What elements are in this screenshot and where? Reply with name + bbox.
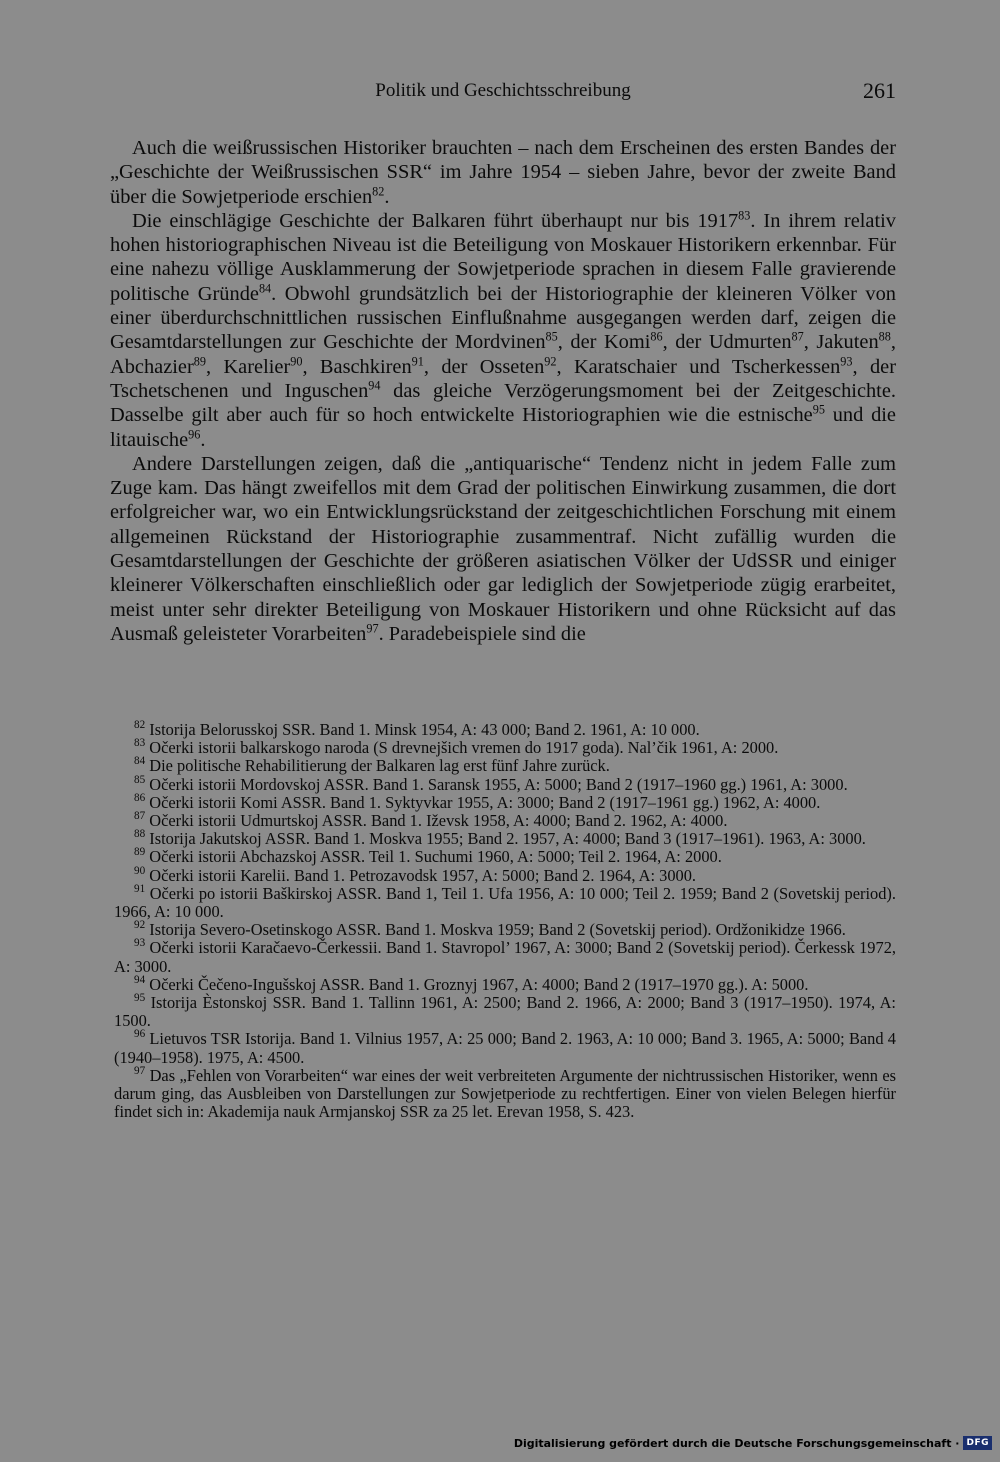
running-head (110, 78, 896, 106)
footnote-reference: 82 (372, 184, 385, 199)
footnote-number: 97 (134, 1064, 146, 1077)
footnote-number: 93 (134, 937, 146, 950)
text-run: . Obwohl grundsätzlich bei der Historiographie der kleineren Völker von einer überdurchschnittlichen russischen Einflußnahme ausgegangen werden darf, zeigen die Gesamtdarstellungen zur Geschichte der Mordvinen (110, 282, 896, 354)
footnote-number: 95 (134, 992, 146, 1005)
body-paragraph (110, 452, 896, 646)
running-title: Politik und Geschichtsschreibung (375, 80, 631, 101)
footnotes (114, 721, 896, 1121)
footnote-text: Istorija Èstonskoj SSR. Band 1. Tallinn 1961, A: 2500; Band 2. 1966, A: 2000; Band 3 (1917–1950). 1974, A: 1500. (114, 993, 896, 1031)
footnote-number: 94 (134, 973, 146, 986)
text-run: . Paradebeispiele sind die (378, 622, 586, 645)
footnote (114, 812, 896, 830)
footnote (114, 1064, 896, 1122)
footnote-text: Očerki istorii Udmurtskoj ASSR. Band 1. Iževsk 1958, A: 4000; Band 2. 1962, A: 4000. (149, 811, 728, 831)
footnote-text: Das „Fehlen von Vorarbeiten“ war eines der weit verbreiteten Argumente der nichtrussischen Historiker, wenn es darum ging, das Ausbleiben von Darstellungen zur Sowjetperiode zu rechtfertigen. Einer von vielen Belegen hierfür findet sich in: Akademija nauk Armjanskoj SSR za 25 let. Erevan 1958, S. 423. (114, 1065, 896, 1122)
footnote-text: Die politische Rehabilitierung der Balkaren lag erst fünf Jahre zurück. (149, 756, 610, 776)
text-run: , Abchazier (110, 331, 897, 378)
footnote (114, 994, 896, 1030)
credit-text: Digitalisierung gefördert durch die Deutsche Forschungsgemeinschaft · (513, 1436, 960, 1450)
footnote (114, 757, 896, 775)
footnote-number: 92 (134, 919, 146, 932)
footnote (114, 939, 896, 975)
footnote-text: Očerki istorii Komi ASSR. Band 1. Syktyvkar 1955, A: 3000; Band 2 (1917–1961 gg.) 1962, A: 4000. (149, 792, 821, 812)
footnote (114, 882, 896, 922)
footnote (114, 864, 896, 885)
footnote-reference: 89 (193, 354, 207, 369)
text-run: das gleiche Verzögerungsmoment bei der Zeitgeschichte. Dasselbe gilt aber auch für so hoch entwickelte Historiographien wie die estnische (110, 379, 896, 427)
text-run: und die litauische (110, 404, 896, 451)
text-run: . (384, 185, 390, 208)
footnote (114, 773, 896, 794)
text-run: . (200, 428, 206, 451)
text-run: , Jakuten (803, 331, 879, 354)
footnote-reference: 84 (258, 281, 272, 296)
footnote (114, 739, 896, 757)
footnote-text: Istorija Jakutskoj ASSR. Band 1. Moskva 1955; Band 2. 1957, A: 4000; Band 3 (1917–1961). 1963, A: 3000. (149, 829, 866, 849)
text-run: , der Tschetschenen und Inguschen (110, 355, 896, 402)
footnote (114, 1030, 896, 1066)
text-run: , der Udmurten (662, 331, 792, 354)
page-number: 261 (863, 78, 896, 103)
body-paragraph (110, 209, 896, 452)
footnote-reference: 85 (545, 329, 558, 344)
text-run: , Karatschaier und Tscherkessen (556, 355, 841, 378)
footnote (114, 921, 896, 939)
text-run: , der Osseten (423, 355, 545, 378)
footnote-reference: 90 (290, 354, 303, 369)
footnote-reference: 93 (840, 354, 853, 369)
footnote-number: 87 (134, 810, 146, 823)
text-run: . In ihrem relativ hohen historiographischen Niveau ist die Beteiligung von Moskauer Historikern erkennbar. Für eine nahezu völlige Ausklammerung der Sowjetperiode sprachen in diesem Falle gravierende politische Gründe (110, 209, 896, 305)
text-run: Auch die weißrussischen Historiker brauchten – nach dem Erscheinen des ersten Bandes der „Geschichte der Weißrussischen SSR“ im Jahre 1954 – sieben Jahre, bevor der zweite Band über die Sowjetperiode erschien (110, 137, 896, 208)
body-text (110, 136, 896, 646)
footnote (114, 791, 896, 812)
footnote-reference: 83 (738, 208, 751, 223)
footnote-reference: 96 (188, 426, 201, 441)
text-run: Die einschlägige Geschichte der Balkaren führt überhaupt nur bis 1917 (132, 209, 739, 232)
footnote-text: Očerki istorii Karelii. Band 1. Petrozavodsk 1957, A: 5000; Band 2. 1964, A: 3000. (149, 865, 696, 885)
text-run: , Karelier (206, 355, 291, 378)
footnote-text: Očerki Čečeno-Ingušskoj ASSR. Band 1. Groznyj 1967, A: 4000; Band 2 (1917–1970 gg.). A: 5000. (149, 974, 809, 994)
footnote-text: Očerki istorii balkarskogo naroda (S drevnejšich vremen do 1917 goda). Nal’čik 1961, A: 2000. (149, 738, 779, 758)
footnote-number: 85 (134, 773, 146, 786)
footnote-reference: 95 (812, 402, 825, 417)
footnote-reference: 91 (411, 354, 424, 369)
footnote-reference: 87 (791, 329, 804, 344)
footnote-text: Istorija Belorusskoj SSR. Band 1. Minsk 1954, A: 43 000; Band 2. 1961, A: 10 000. (149, 720, 700, 739)
footnote-number: 84 (134, 755, 146, 768)
footnote-number: 86 (134, 791, 146, 804)
footnote-reference: 86 (650, 329, 663, 344)
footnote (114, 721, 896, 739)
footnote-text: Očerki istorii Abchazskoj ASSR. Teil 1. Suchumi 1960, A: 5000; Teil 2. 1964, A: 2000. (149, 847, 722, 867)
footnote-number: 89 (134, 846, 146, 859)
dfg-logo-icon: DFG (963, 1436, 992, 1450)
footnote-reference: 97 (366, 621, 379, 636)
footnote-number: 96 (134, 1028, 146, 1041)
footnote-number: 90 (134, 864, 146, 877)
footnote-number: 88 (134, 828, 146, 841)
text-run: Andere Darstellungen zeigen, daß die „antiquarische“ Tendenz nicht in jedem Falle zum Zuge kam. Das hängt zweifellos mit dem Grad der politischen Einwirkung zusammen, die dort erfolgreicher war, wo ein Entwicklungsrückstand der zeitgeschichtlichen Forschung mit einem allgemeinen Rückstand der Historiographie zusammentraf. Nicht zufällig wurden die Gesamtdarstellungen der Geschichte der größeren asiatischen Völker der UdSSR und einiger kleinerer Völkerschaften einschließlich oder gar lediglich der Sowjetperiode zügig erarbeitet, meist unter sehr direkter Beteiligung von Moskauer Historikern und ohne Rücksicht auf das Ausmaß geleisteter Vorarbeiten (110, 452, 896, 645)
footnote-reference: 94 (368, 378, 381, 393)
footnote (114, 848, 896, 866)
footnote-text: Lietuvos TSR Istorija. Band 1. Vilnius 1957, A: 25 000; Band 2. 1963, A: 10 000; Band 3. 1965, A: 5000; Band 4 (1940–1958). 1975, A: 4500. (114, 1029, 896, 1067)
footnote-text: Istorija Severo-Osetinskogo ASSR. Band 1. Moskva 1959; Band 2 (Sovetskij period). Ordžonikidze 1966. (149, 920, 846, 940)
text-run: , der Komi (557, 331, 651, 354)
digitization-credit (514, 1432, 992, 1454)
footnote-reference: 88 (878, 329, 891, 344)
text-run: , Baschkiren (302, 355, 412, 378)
footnote-text: Očerki po istorii Baškirskoj ASSR. Band 1, Teil 1. Ufa 1956, A: 10 000; Teil 2. 1959; Band 2 (Sovetskij period). 1966, A: 10 000. (114, 883, 896, 922)
footnote-number: 91 (134, 882, 146, 895)
body-paragraph (110, 136, 896, 209)
footnote-number: 83 (134, 737, 146, 750)
footnote (114, 830, 896, 848)
footnote-number: 82 (134, 719, 146, 732)
footnote-reference: 92 (544, 354, 557, 369)
footnote (114, 973, 896, 994)
footnote-text: Očerki istorii Karačaevo-Čerkessii. Band 1. Stavropol’ 1967, A: 3000; Band 2 (Sovetskij period). Čerkessk 1972, A: 3000. (114, 938, 896, 976)
footnote-text: Očerki istorii Mordovskoj ASSR. Band 1. Saransk 1955, A: 5000; Band 2 (1917–1960 gg.) 1961, A: 3000. (149, 774, 848, 794)
